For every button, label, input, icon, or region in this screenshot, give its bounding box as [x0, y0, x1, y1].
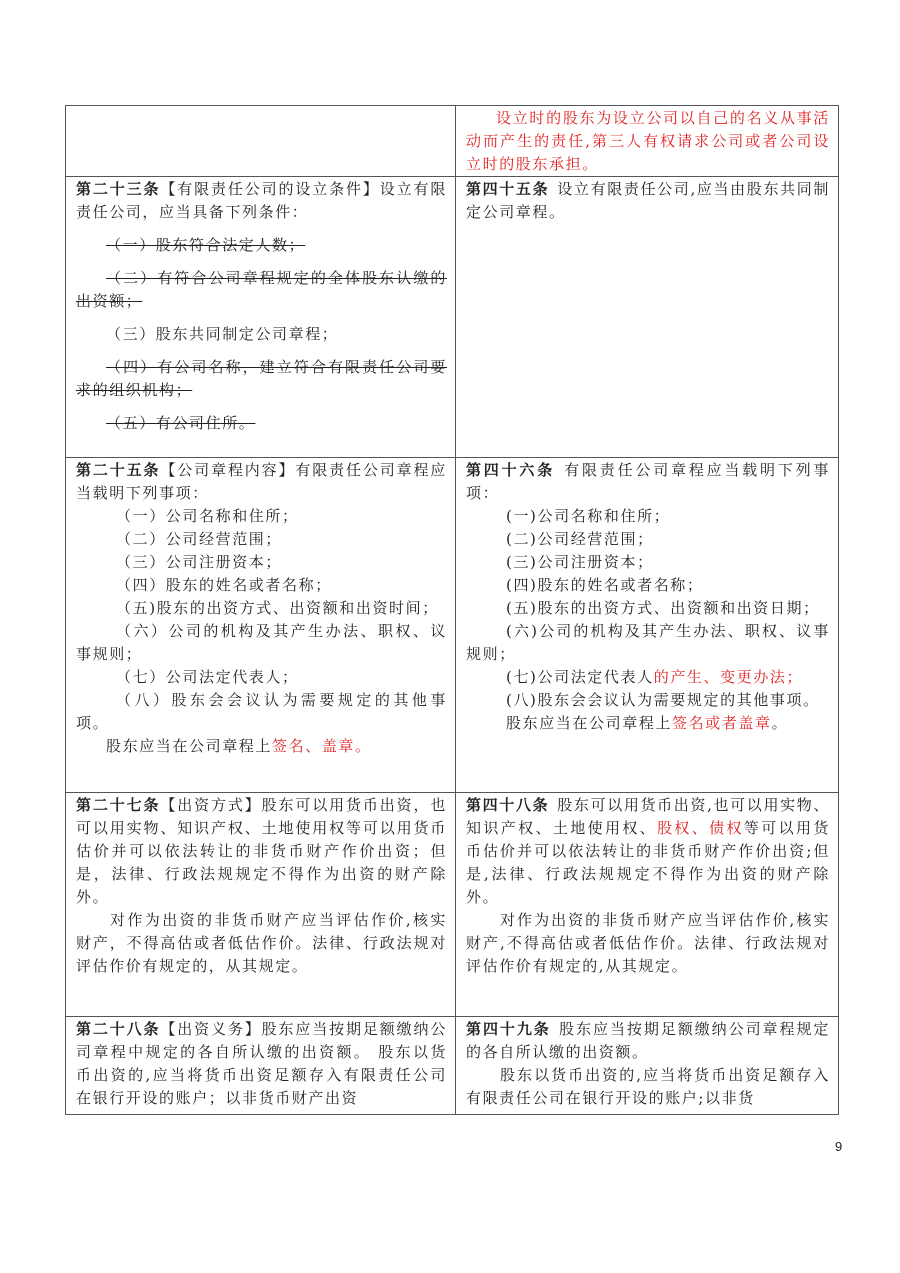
- new-law-cell: [456, 106, 839, 177]
- closing-text: 股东应当在公司章程上: [106, 737, 273, 755]
- list-item: （二）有符合公司章程规定的全体股东认缴的出资额；: [76, 269, 447, 310]
- list-item: （一）股东符合法定人数；: [106, 236, 306, 254]
- list-item: （一）公司名称和住所；: [116, 507, 299, 525]
- continuation-text: 设立时的股东为设立公司以自己的名义从事活动而产生的责任,第三人有权请求公司或者公司设立时的股东承担。: [466, 109, 830, 173]
- list-item: (一)公司名称和住所；: [506, 507, 671, 525]
- changed-text: 股权、债权: [657, 819, 744, 837]
- list-item: （八）股东会会议认为需要规定的其他事项。: [76, 691, 447, 732]
- table-row: [66, 1017, 839, 1115]
- article-paragraph: 股东以货币出资的,应当将货币出资足额存入有限责任公司在银行开设的账户;以非货: [466, 1066, 830, 1107]
- closing-paragraph: [466, 712, 830, 735]
- list-item: [466, 666, 830, 689]
- comparison-table: [65, 105, 839, 1115]
- article-body: 股东可以用货币出资，也可以用实物、知识产权、土地使用权等可以用货币估价并可以依法转让的非货币财产作价出资；但是，法律、行政法规规定不得作为出资的财产除外。: [76, 796, 447, 906]
- article-heading: 【公司章程内容】: [160, 461, 296, 479]
- article-intro: 设立有限责任公司，应当具备下列条件：: [76, 180, 447, 221]
- article-paragraph: [466, 794, 830, 909]
- article-paragraph: 对作为出资的非货币财产应当评估作价,核实财产,不得高估或者低估作价。法律、行政法规对评估作价有规定的,从其规定。: [466, 911, 830, 975]
- article-number: 第四十九条: [466, 1020, 551, 1038]
- list-item: （六）公司的机构及其产生办法、职权、议事规则；: [76, 622, 447, 663]
- new-law-cell: [456, 1017, 839, 1115]
- list-item: (三)公司注册资本；: [506, 553, 654, 571]
- article-number: 第二十五条: [76, 461, 161, 479]
- article-paragraph: [76, 178, 447, 224]
- article-body: 股东可以用货币出资,也可以用实物、知识产权、土地使用权、: [466, 796, 830, 837]
- table-row: [66, 793, 839, 1017]
- list-item: (五)股东的出资方式、出资额和出资日期；: [506, 599, 820, 617]
- old-law-cell: [66, 793, 456, 1017]
- old-law-cell: [66, 1017, 456, 1115]
- article-heading: 【出资方式】: [160, 796, 262, 814]
- changed-text: 的产生、变更办法；: [653, 668, 804, 686]
- article-paragraph: [466, 459, 830, 505]
- article-paragraph: [466, 1018, 830, 1064]
- item-text: (七)公司法定代表人: [506, 668, 654, 686]
- article-paragraph: [466, 178, 830, 224]
- closing-text: 股东应当在公司章程上: [506, 714, 673, 732]
- article-number: 第四十六条: [466, 461, 555, 479]
- list-item: （四）股东的姓名或者名称；: [116, 576, 332, 594]
- article-number: 第二十七条: [76, 796, 161, 814]
- article-paragraph: [76, 1018, 447, 1110]
- list-item: （五)股东的出资方式、出资额和出资时间；: [116, 599, 439, 617]
- table-row: [66, 458, 839, 793]
- list-item: （三）股东共同制定公司章程；: [106, 325, 339, 343]
- old-law-cell: [66, 177, 456, 458]
- list-item: （七）公司法定代表人；: [116, 668, 299, 686]
- article-body: 设立有限责任公司,应当由股东共同制定公司章程。: [466, 180, 830, 221]
- list-item: （五）有公司住所。: [106, 414, 256, 432]
- article-number: 第四十五条: [466, 180, 550, 198]
- old-law-cell: [66, 106, 456, 177]
- article-paragraph: [76, 459, 447, 505]
- new-law-cell: [456, 177, 839, 458]
- list-item: (八)股东会会议认为需要规定的其他事项。: [506, 691, 820, 709]
- list-item: (二)公司经营范围；: [506, 530, 654, 548]
- new-law-cell: [456, 458, 839, 793]
- changed-text: 签名、盖章。: [272, 737, 372, 755]
- list-item: (六)公司的机构及其产生办法、职权、议事规则；: [466, 622, 830, 663]
- table-row: [66, 177, 839, 458]
- list-item: （三）公司注册资本；: [116, 553, 283, 571]
- article-intro: 有限责任公司章程应当载明下列事项：: [466, 461, 830, 502]
- table-row: [66, 106, 839, 177]
- new-law-cell: [456, 793, 839, 1017]
- article-paragraph: 对作为出资的非货币财产应当评估作价,核实财产，不得高估或者低估作价。法律、行政法规对评估作价有规定的，从其规定。: [76, 911, 447, 975]
- article-body: 等可以用货币估价并可以依法转让的非货币财产作价出资;但是,法律、行政法规规定不得作为出资的财产除外。: [466, 819, 830, 906]
- old-law-cell: [66, 458, 456, 793]
- list-item: (四)股东的姓名或者名称；: [506, 576, 704, 594]
- article-intro: 有限责任公司章程应当载明下列事项：: [76, 461, 447, 502]
- closing-paragraph: [76, 735, 447, 758]
- changed-text: 签名或者盖章: [672, 714, 772, 732]
- article-heading: 【出资义务】: [160, 1020, 262, 1038]
- page-number: 9: [835, 1139, 843, 1154]
- article-body: 股东应当按期足额缴纳公司章程规定的各自所认缴的出资额。: [466, 1020, 830, 1061]
- article-paragraph: [76, 794, 447, 909]
- list-item: （四）有公司名称，建立符合有限责任公司要求的组织机构；: [76, 358, 447, 399]
- article-number: 第二十八条: [76, 1020, 161, 1038]
- article-heading: 【有限责任公司的设立条件】: [160, 180, 380, 198]
- closing-suffix: 。: [771, 714, 789, 732]
- article-number: 第二十三条: [76, 180, 161, 198]
- list-item: （二）公司经营范围；: [116, 530, 283, 548]
- article-body: 股东应当按期足额缴纳公司章程中规定的各自所认缴的出资额。 股东以货币出资的,应当将货币出资足额存入有限责任公司在银行开设的账户；以非货币财产出资: [76, 1020, 447, 1107]
- article-number: 第四十八条: [466, 796, 550, 814]
